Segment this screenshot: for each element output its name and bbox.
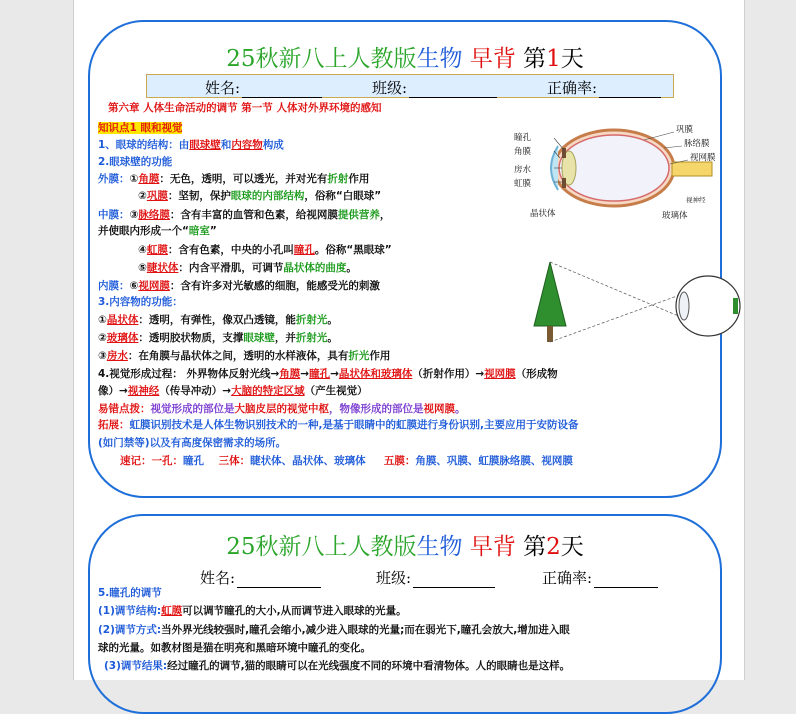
label-iris: 虹膜 (514, 179, 532, 189)
day2-heading-5: 5.瞳孔的调节 (98, 587, 162, 599)
retina-line: 内膜：⑥视网膜：含有许多对光敏感的细胞，能感受光的刺激 (98, 280, 380, 292)
title-main: 早背 (469, 46, 516, 72)
title-subject: 生物 (416, 46, 463, 72)
inverted-image (733, 298, 738, 314)
vitreous-line: ②玻璃体：透明胶状物质，支撑眼球壁，并折射光。 (98, 332, 338, 344)
optic-nerve-shape (672, 162, 712, 176)
choroid-line: 中膜：③脉络膜：含有丰富的血管和色素，给视网膜提供营养， (98, 209, 391, 221)
cornea-line: 外膜：①角膜：无色，透明，可以透光，并对光有折射作用 (98, 173, 370, 185)
day1-info-bar (146, 74, 674, 98)
label-aqueous: 房水 (514, 165, 532, 175)
line-1: 1、眼球的结构：由眼球壁和内容物构成 (98, 139, 284, 151)
eye-lens (679, 292, 689, 320)
name-field: 姓名: (205, 77, 322, 98)
class-field-2: 班级: (376, 567, 495, 588)
vision-process-line: 4.视觉形成过程： 外界物体反射光线→角膜→瞳孔→晶状体和玻璃体（折射作用）→视网膜（形成物 (98, 368, 558, 380)
day1-card (88, 20, 722, 498)
day2-p3: (3)调节结果:经过瞳孔的调节,猫的眼睛可以在光线强度不同的环境中看清物体。人的眼睛也是这样。 (104, 660, 571, 672)
day2-p2-line2: 球的光量。如教材图是猫在明亮和黑暗环境中瞳孔的变化。 (98, 642, 371, 654)
sclera-line: ②巩膜：坚韧，保护眼球的内部结构，俗称“白眼球” (138, 190, 382, 202)
title-day-num: 1 (546, 46, 561, 72)
title-day-post: 天 (560, 46, 584, 72)
aqueous-line: ③房水：在角膜与晶状体之间，透明的水样液体，具有折光作用 (98, 350, 391, 362)
title-prefix: 25秋新八上人教版 (226, 46, 417, 72)
tree-trunk (547, 326, 553, 342)
tree-crown (534, 262, 566, 326)
knowledge-heading: 知识点1 眼和视觉 (98, 122, 183, 134)
day2-p1: (1)调节结构:虹膜可以调节瞳孔的大小,从而调节进入眼球的光量。 (98, 605, 407, 617)
vision-process-line-2: 像）→视神经（传导冲动）→大脑的特定区域（产生视觉） (98, 385, 368, 397)
day2-title: 25秋新八上人教版生物 早背 第2天 (226, 534, 584, 560)
label-optic-nerve: 视神经 (686, 196, 706, 204)
label-cornea: 角膜 (514, 147, 532, 157)
extend-line-2: (如门禁等)以及有高度保密需求的场所。 (98, 437, 287, 449)
name-field-2: 姓名: (200, 567, 321, 588)
label-pupil: 瞳孔 (514, 133, 532, 143)
image-formation-diagram (528, 254, 748, 354)
line-3: 3.内容物的功能： (98, 296, 183, 308)
line-2: 2.眼球壁的功能 (98, 156, 173, 168)
ciliary-line: ⑤睫状体：内含平滑肌，可调节晶状体的曲度。 (138, 262, 357, 274)
day2-info-bar (150, 565, 670, 589)
day2-card (88, 514, 722, 714)
chapter-heading: 第六章 人体生命活动的调节 第一节 人体对外界环境的感知 (108, 102, 382, 114)
lens-line: ①晶状体：透明，有弹性，像双凸透镜，能折射光。 (98, 314, 338, 326)
eye-structure-diagram (514, 118, 720, 228)
label-retina: 视网膜 (690, 153, 716, 163)
iris-lower (562, 178, 566, 188)
label-vitreous: 玻璃体 (662, 211, 688, 221)
class-field: 班级: (372, 77, 497, 98)
accuracy-field: 正确率: (547, 77, 661, 98)
label-lens: 晶状体 (530, 209, 556, 219)
label-sclera: 巩膜 (676, 125, 694, 135)
day2-p2: (2)调节方式:当外界光线较强时,瞳孔会缩小,减少进入眼球的光量;而在弱光下,瞳孔会放大,增加进入眼 (98, 624, 570, 636)
document-page (73, 0, 745, 680)
day1-title (90, 40, 720, 73)
iris-line: ④虹膜：含有色素，中央的小孔叫瞳孔。俗称“黑眼球” (138, 244, 392, 256)
extend-line: 拓展：虹膜识别技术是人体生物识别技术的一种,是基于眼睛中的虹膜进行身份识别,主要应用于安防设备 (98, 419, 579, 431)
title-day-pre: 第 (523, 46, 547, 72)
accuracy-field-2: 正确率: (542, 567, 658, 588)
memo-line: 速记：一孔：瞳孔 三体：睫状体、晶状体、玻璃体 五膜：角膜、巩膜、虹膜脉络膜、视网膜 (120, 455, 573, 467)
choroid-line-2: 并使眼内形成一个“暗室” (98, 225, 217, 237)
mistake-line: 易错点拨：视觉形成的部位是大脑皮层的视觉中枢，物像形成的部位是视网膜。 (98, 403, 466, 415)
iris-upper (562, 148, 566, 158)
label-choroid: 脉络膜 (684, 139, 710, 149)
